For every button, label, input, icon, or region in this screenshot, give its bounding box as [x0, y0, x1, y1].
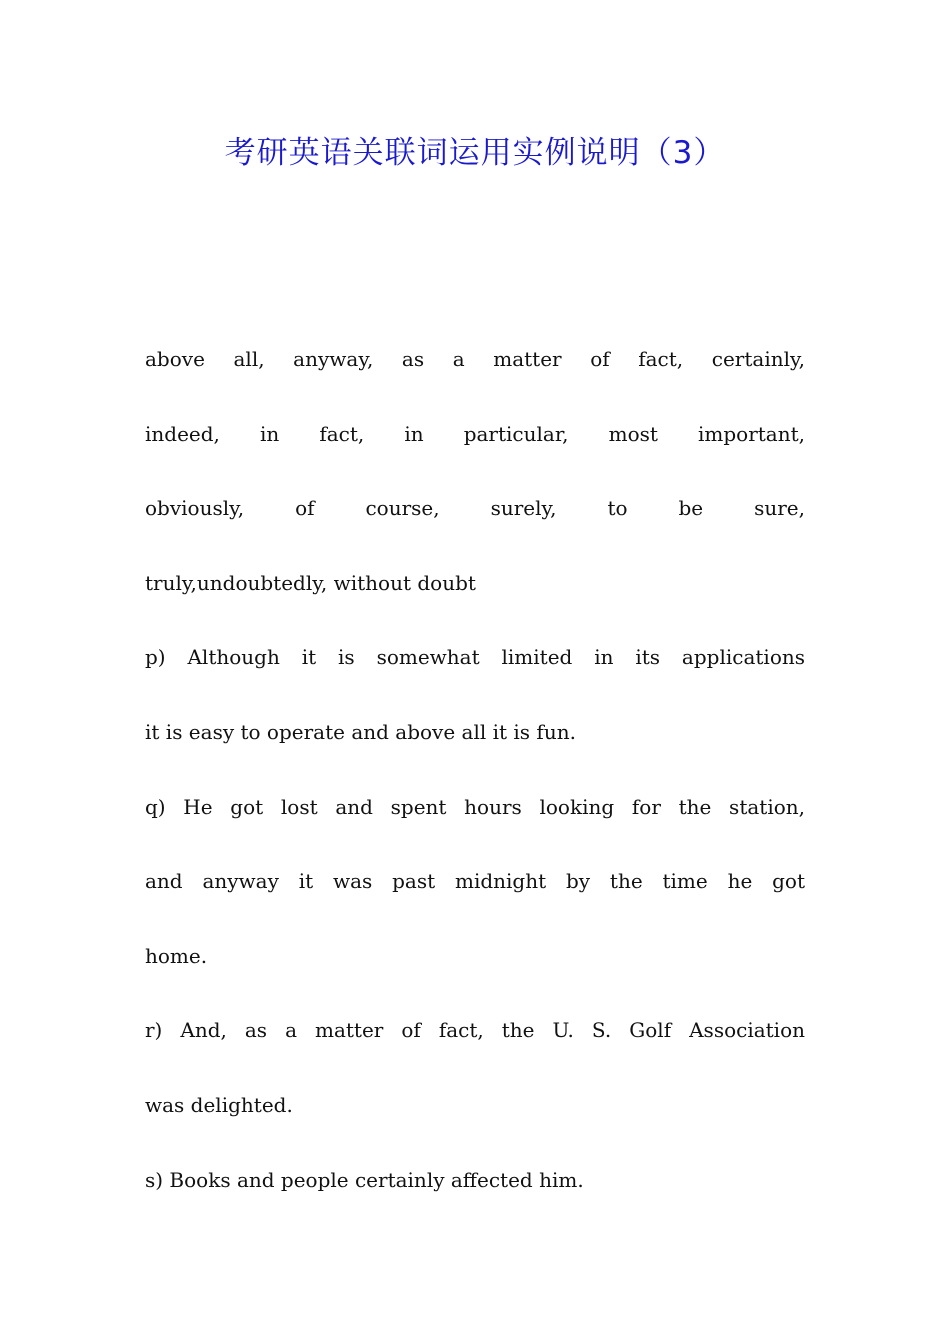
document-body	[145, 322, 805, 1217]
intro-line-1: above all, anyway, as a matter of fact, certainly,	[145, 347, 805, 371]
example-s-line-1: s) Books and people certainly affected him.	[145, 1167, 584, 1192]
example-p-line-2: it is easy to operate and above all it is fun.	[145, 719, 576, 744]
example-r-line-1: r) And, as a matter of fact, the U. S. Golf Association	[145, 1018, 805, 1043]
document-title: 考研英语关联词运用实例说明（3）	[224, 135, 726, 171]
example-p-line-1: p) Although it is somewhat limited in its applications	[145, 645, 805, 670]
intro-line-4: truly,undoubtedly, without doubt	[145, 570, 476, 595]
example-q-line-3: home.	[145, 943, 208, 968]
example-q-line-2: and anyway it was past midnight by the time he got	[145, 869, 805, 894]
example-r-line-2: was delighted.	[145, 1092, 293, 1117]
example-q-line-1: q) He got lost and spent hours looking for the station,	[145, 794, 805, 819]
intro-line-2: indeed, in fact, in particular, most important,	[145, 421, 805, 446]
intro-line-3: obviously, of course, surely, to be sure,	[145, 496, 805, 521]
